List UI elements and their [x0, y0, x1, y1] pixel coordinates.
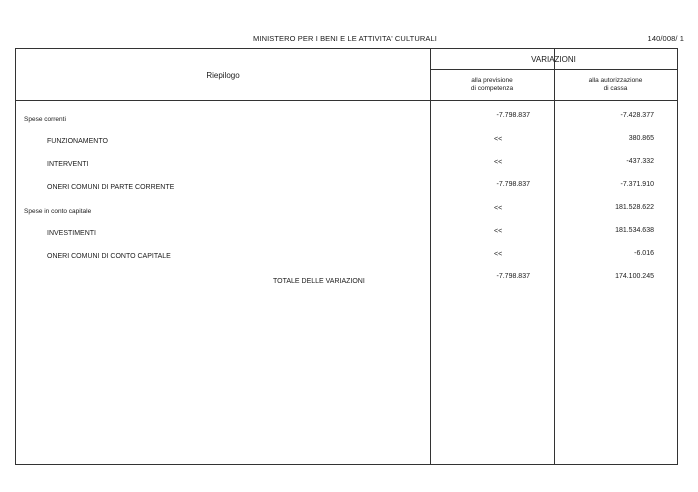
row-competenza: <<: [494, 205, 503, 212]
row-label: ONERI COMUNI DI PARTE CORRENTE: [47, 184, 175, 191]
row-competenza: -7.798.837: [496, 112, 530, 119]
ministry-title: MINISTERO PER I BENI E LE ATTIVITA' CULTURALI: [253, 34, 437, 43]
header-divider: [430, 69, 677, 70]
summary-column-header: Riepilogo: [206, 71, 240, 80]
row-competenza: <<: [494, 159, 503, 166]
cassa-header-line2: di cassa: [603, 85, 628, 92]
row-label: ONERI COMUNI DI CONTO CAPITALE: [47, 253, 171, 260]
row-cassa: -7.371.910: [620, 181, 654, 188]
cassa-header-line1: alla autorizzazione: [588, 77, 643, 84]
total-cassa: 174.100.245: [615, 273, 654, 280]
total-competenza: -7.798.837: [496, 273, 530, 280]
row-cassa: 181.528.622: [615, 204, 654, 211]
row-competenza: <<: [494, 228, 503, 235]
competenza-header-line1: alla previsione: [471, 77, 513, 84]
row-cassa: 181.534.638: [615, 227, 654, 234]
row-cassa: -6.016: [634, 250, 654, 257]
row-competenza: <<: [494, 136, 503, 143]
row-cassa: -437.332: [626, 158, 654, 165]
competenza-header-line2: di competenza: [470, 85, 514, 92]
row-competenza: -7.798.837: [496, 181, 530, 188]
row-label: INTERVENTI: [47, 161, 89, 168]
row-label: Spese in conto capitale: [24, 208, 92, 215]
row-cassa: 380.865: [628, 135, 654, 142]
row-cassa: -7.428.377: [620, 112, 654, 119]
summary-table: [15, 48, 678, 465]
row-label: FUNZIONAMENTO: [47, 138, 108, 145]
total-label: TOTALE DELLE VARIAZIONI: [273, 278, 365, 285]
row-label: INVESTIMENTI: [47, 230, 97, 237]
document-code: 140/008/ 1: [647, 34, 684, 43]
row-competenza: <<: [494, 251, 503, 258]
variations-header: VARIAZIONI: [531, 55, 576, 64]
header-bottom-rule: [16, 100, 677, 101]
row-label: Spese correnti: [24, 116, 66, 123]
